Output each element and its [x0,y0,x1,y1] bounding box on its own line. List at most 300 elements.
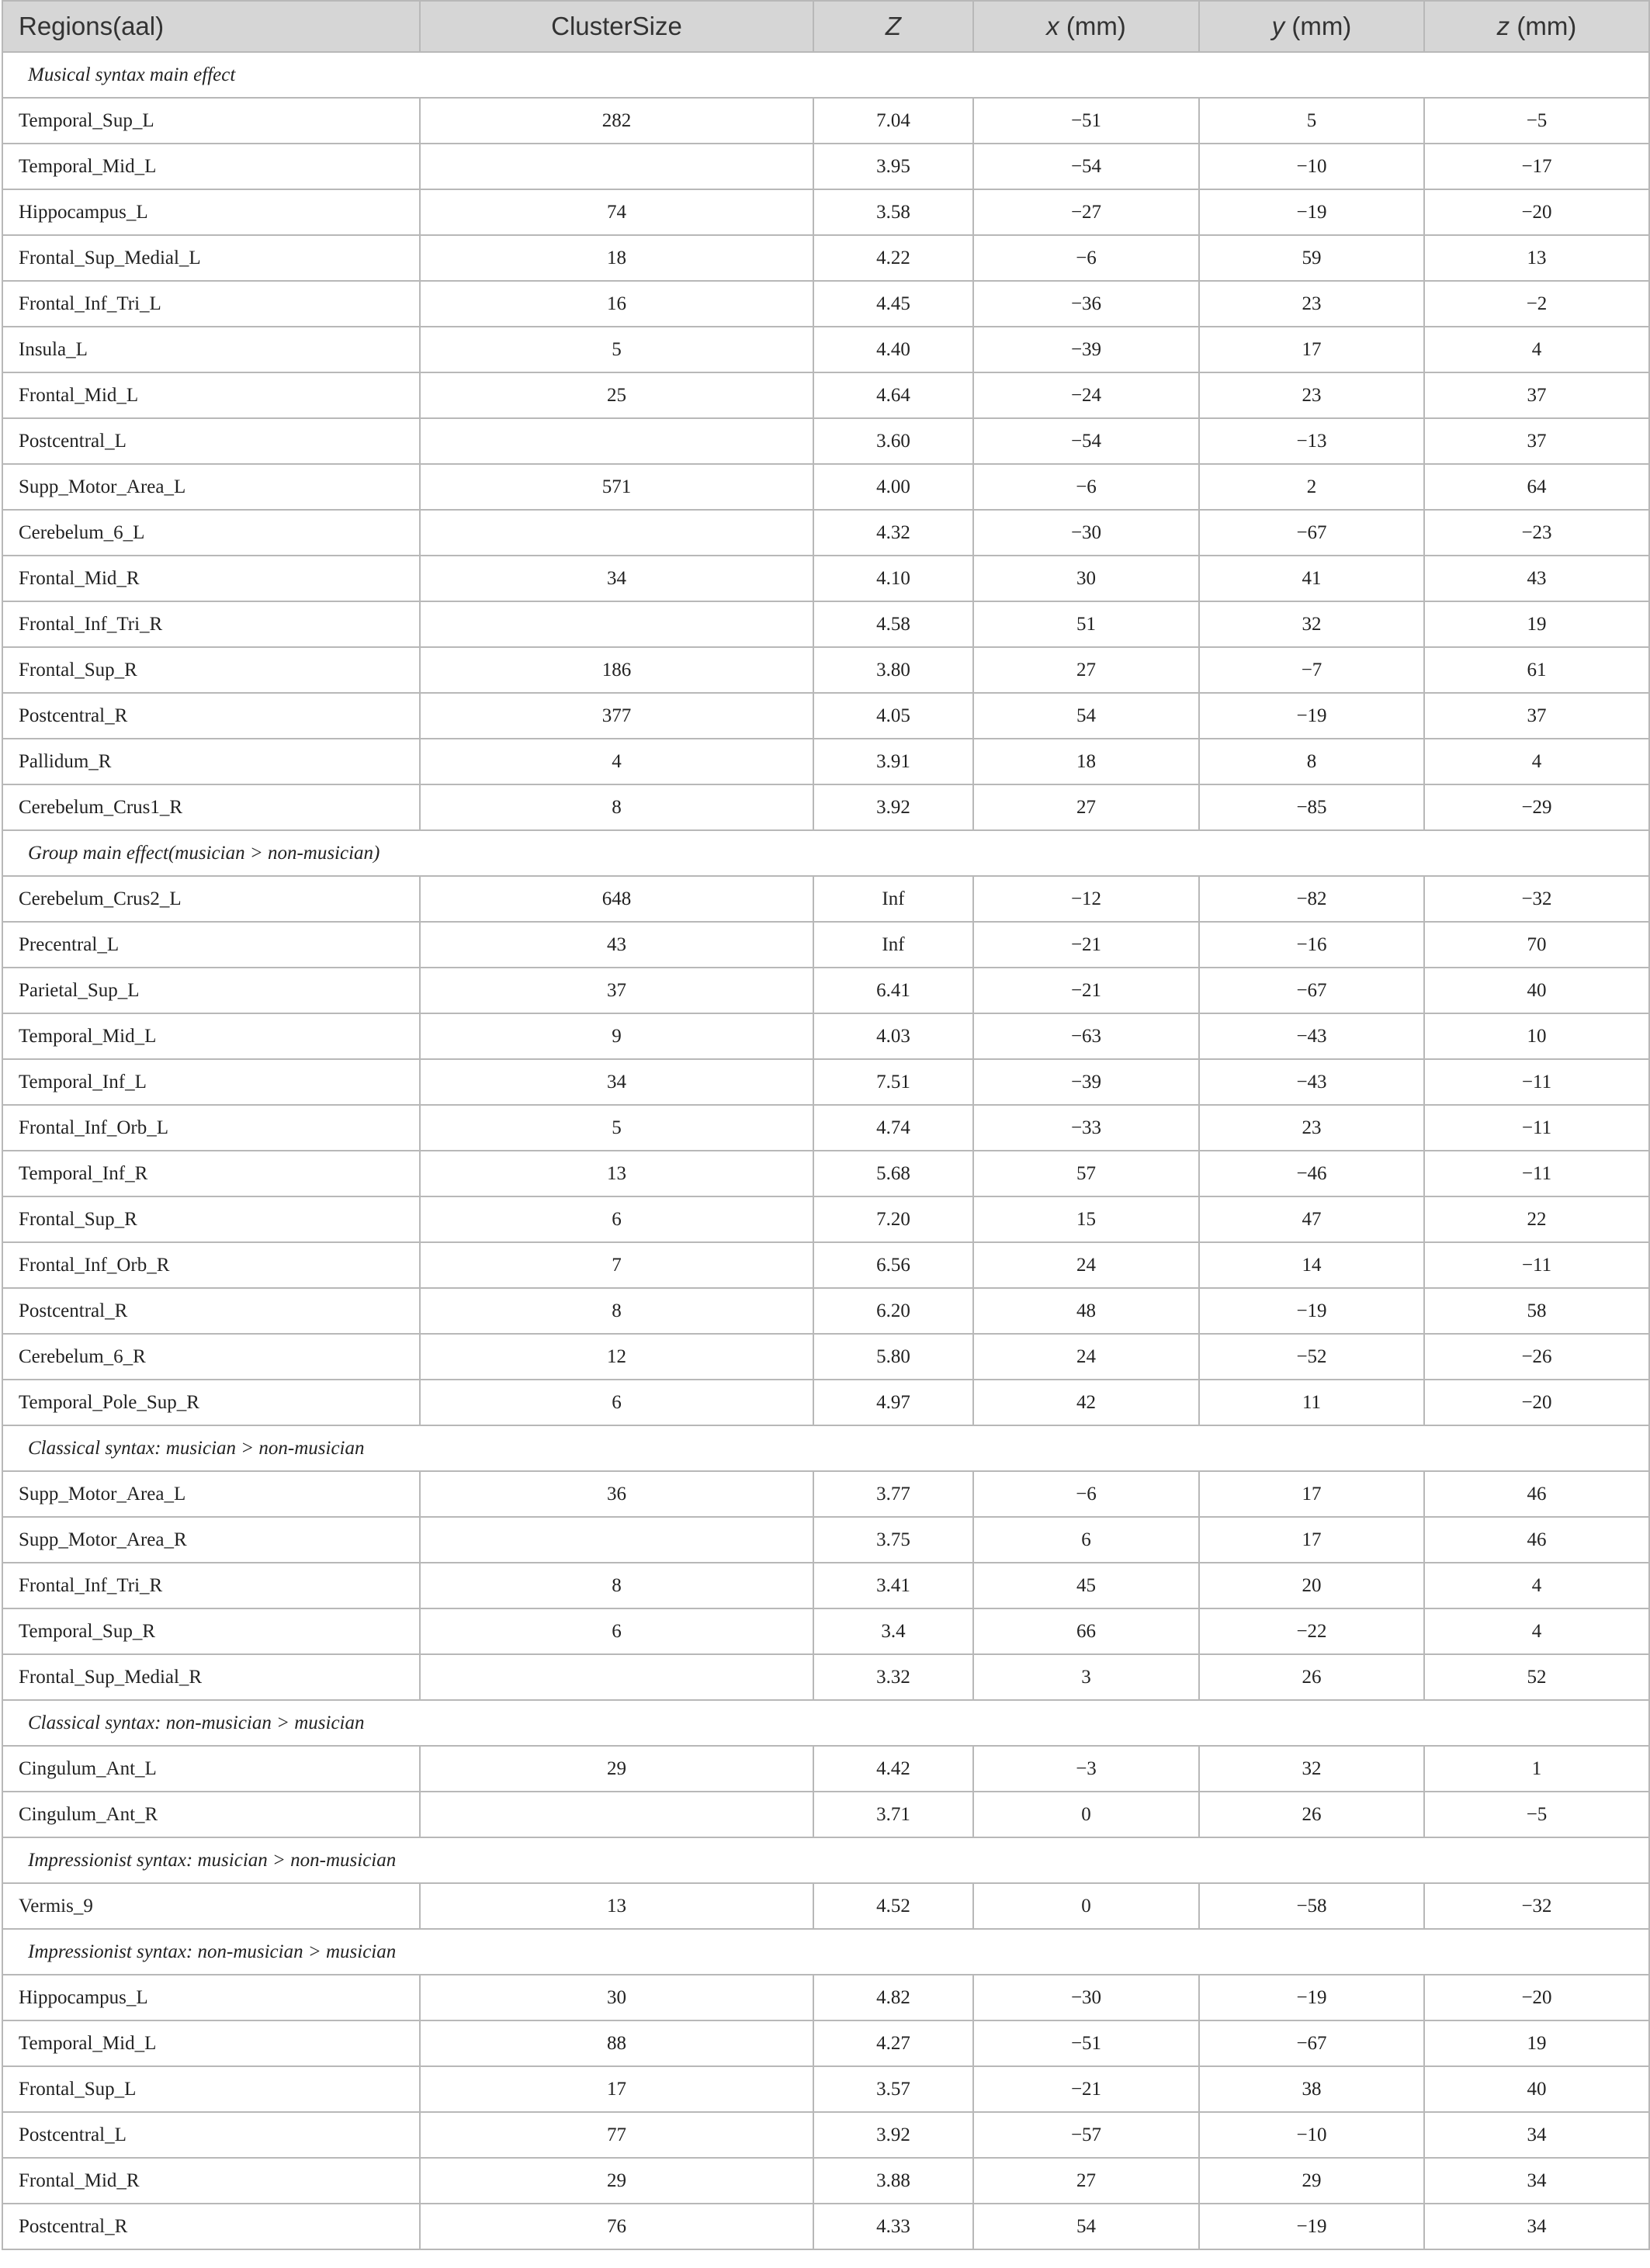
z-score-cell: 3.71 [813,1792,973,1837]
cluster-size-cell: 7 [420,1242,813,1288]
x-coordinate-cell: −54 [973,144,1199,189]
z-score-cell: 6.41 [813,968,973,1013]
table-row [2,2020,1649,2066]
region-cell: Cerebelum_Crus1_R [2,784,420,830]
z-coordinate-cell: 34 [1424,2158,1649,2204]
x-coordinate-cell: 24 [973,1242,1199,1288]
table-row [2,1608,1649,1654]
region-cell: Postcentral_L [2,2112,420,2158]
y-coordinate-cell: −67 [1199,2020,1424,2066]
z-score-cell: 7.51 [813,1059,973,1105]
cluster-size-cell: 36 [420,1471,813,1517]
x-coordinate-cell: −63 [973,1013,1199,1059]
header-suffix: (mm) [1284,12,1352,40]
table-row [2,1563,1649,1608]
z-coordinate-cell: 64 [1424,464,1649,510]
table-row [2,922,1649,968]
y-coordinate-cell: −22 [1199,1608,1424,1654]
y-coordinate-cell: 14 [1199,1242,1424,1288]
y-coordinate-cell: −10 [1199,144,1424,189]
z-coordinate-cell: 40 [1424,2066,1649,2112]
y-coordinate-cell: 11 [1199,1380,1424,1425]
z-coordinate-cell: −32 [1424,876,1649,922]
z-score-cell: 4.33 [813,2204,973,2249]
y-coordinate-cell: −82 [1199,876,1424,922]
z-score-cell: 6.20 [813,1288,973,1334]
x-coordinate-cell: −21 [973,2066,1199,2112]
cluster-size-cell: 8 [420,1288,813,1334]
table-row [2,1792,1649,1837]
region-cell: Frontal_Sup_R [2,647,420,693]
header-italic: Z [885,12,902,40]
z-score-cell: 3.57 [813,2066,973,2112]
y-coordinate-cell: 32 [1199,1746,1424,1792]
z-score-cell: 4.03 [813,1013,973,1059]
section-header-row [2,52,1649,98]
z-score-cell: 3.41 [813,1563,973,1608]
table-row [2,418,1649,464]
x-coordinate-cell: 15 [973,1196,1199,1242]
z-coordinate-cell: 22 [1424,1196,1649,1242]
y-coordinate-cell: −52 [1199,1334,1424,1380]
x-coordinate-cell: 54 [973,2204,1199,2249]
y-coordinate-cell: −19 [1199,2204,1424,2249]
region-cell: Insula_L [2,327,420,372]
table-row [2,647,1649,693]
header-suffix: (mm) [1510,12,1577,40]
z-score-cell: 4.74 [813,1105,973,1151]
z-coordinate-cell: −11 [1424,1059,1649,1105]
x-coordinate-cell: 27 [973,2158,1199,2204]
x-coordinate-cell: 57 [973,1151,1199,1196]
cluster-size-cell: 5 [420,1105,813,1151]
cluster-size-cell: 30 [420,1975,813,2020]
x-coordinate-cell: −39 [973,1059,1199,1105]
cluster-size-cell: 6 [420,1380,813,1425]
z-score-cell: Inf [813,876,973,922]
table-row [2,372,1649,418]
column-header-regions [2,1,420,52]
section-title: Impressionist syntax: non-musician > musician [2,1929,1649,1975]
z-coordinate-cell: −11 [1424,1242,1649,1288]
cluster-size-cell: 34 [420,1059,813,1105]
y-coordinate-cell: 41 [1199,556,1424,601]
y-coordinate-cell: −13 [1199,418,1424,464]
z-score-cell: 4.58 [813,601,973,647]
x-coordinate-cell: 54 [973,693,1199,739]
region-cell: Cingulum_Ant_L [2,1746,420,1792]
region-cell: Postcentral_R [2,1288,420,1334]
z-coordinate-cell: 13 [1424,235,1649,281]
region-cell: Supp_Motor_Area_L [2,464,420,510]
z-score-cell: 3.88 [813,2158,973,2204]
table-row [2,2204,1649,2249]
region-cell: Temporal_Inf_L [2,1059,420,1105]
table-row [2,1380,1649,1425]
cluster-size-cell: 4 [420,739,813,784]
table-row [2,1013,1649,1059]
z-coordinate-cell: 34 [1424,2112,1649,2158]
z-score-cell: 5.68 [813,1151,973,1196]
table-row [2,1105,1649,1151]
region-cell: Temporal_Pole_Sup_R [2,1380,420,1425]
cluster-size-cell: 6 [420,1608,813,1654]
column-header-x-mm [973,1,1199,52]
cluster-size-cell [420,418,813,464]
region-cell: Cerebelum_6_R [2,1334,420,1380]
z-coordinate-cell: −5 [1424,1792,1649,1837]
table-row [2,281,1649,327]
cluster-size-cell: 648 [420,876,813,922]
cluster-size-cell: 25 [420,372,813,418]
x-coordinate-cell: 27 [973,784,1199,830]
x-coordinate-cell: −51 [973,98,1199,144]
table-row [2,1471,1649,1517]
x-coordinate-cell: 3 [973,1654,1199,1700]
z-score-cell: 3.92 [813,2112,973,2158]
table-row [2,144,1649,189]
table-row [2,1151,1649,1196]
column-header-z-score [813,1,973,52]
table-row [2,235,1649,281]
y-coordinate-cell: 17 [1199,327,1424,372]
z-coordinate-cell: −11 [1424,1151,1649,1196]
z-coordinate-cell: −17 [1424,144,1649,189]
x-coordinate-cell: 27 [973,647,1199,693]
z-score-cell: 3.32 [813,1654,973,1700]
x-coordinate-cell: 30 [973,556,1199,601]
y-coordinate-cell: 59 [1199,235,1424,281]
x-coordinate-cell: −30 [973,1975,1199,2020]
table-row [2,968,1649,1013]
table-row [2,1517,1649,1563]
y-coordinate-cell: −19 [1199,189,1424,235]
section-title: Impressionist syntax: musician > non-musician [2,1837,1649,1883]
cluster-size-cell [420,144,813,189]
x-coordinate-cell: −3 [973,1746,1199,1792]
z-coordinate-cell: 46 [1424,1471,1649,1517]
z-score-cell: 4.82 [813,1975,973,2020]
cluster-size-cell: 77 [420,2112,813,2158]
z-score-cell: 4.05 [813,693,973,739]
z-score-cell: Inf [813,922,973,968]
cluster-size-cell [420,1792,813,1837]
table-row [2,2066,1649,2112]
column-header-y-mm [1199,1,1424,52]
region-cell: Vermis_9 [2,1883,420,1929]
table-row [2,1288,1649,1334]
region-cell: Frontal_Inf_Tri_L [2,281,420,327]
z-score-cell: 4.32 [813,510,973,556]
region-cell: Frontal_Inf_Orb_R [2,1242,420,1288]
section-header-row [2,1929,1649,1975]
x-coordinate-cell: 24 [973,1334,1199,1380]
z-coordinate-cell: 4 [1424,1563,1649,1608]
y-coordinate-cell: −16 [1199,922,1424,968]
x-coordinate-cell: 0 [973,1883,1199,1929]
table-row [2,876,1649,922]
cluster-size-cell: 13 [420,1151,813,1196]
column-header-z-mm [1424,1,1649,52]
cluster-size-cell: 17 [420,2066,813,2112]
y-coordinate-cell: 17 [1199,1517,1424,1563]
header-italic: y [1271,12,1285,40]
z-coordinate-cell: −2 [1424,281,1649,327]
cluster-size-cell: 76 [420,2204,813,2249]
x-coordinate-cell: −6 [973,464,1199,510]
table-row [2,2158,1649,2204]
z-score-cell: 4.64 [813,372,973,418]
y-coordinate-cell: −43 [1199,1059,1424,1105]
cluster-size-cell: 29 [420,2158,813,2204]
z-score-cell: 4.22 [813,235,973,281]
z-coordinate-cell: 46 [1424,1517,1649,1563]
cluster-size-cell: 5 [420,327,813,372]
x-coordinate-cell: 0 [973,1792,1199,1837]
z-coordinate-cell: −20 [1424,189,1649,235]
z-coordinate-cell: 1 [1424,1746,1649,1792]
y-coordinate-cell: −85 [1199,784,1424,830]
section-header-row [2,1700,1649,1746]
z-score-cell: 3.60 [813,418,973,464]
y-coordinate-cell: −10 [1199,2112,1424,2158]
z-score-cell: 5.80 [813,1334,973,1380]
z-score-cell: 6.56 [813,1242,973,1288]
y-coordinate-cell: −19 [1199,1288,1424,1334]
header-label: ClusterSize [551,12,682,40]
cluster-size-cell: 9 [420,1013,813,1059]
table-row [2,1242,1649,1288]
z-coordinate-cell: 37 [1424,372,1649,418]
x-coordinate-cell: −51 [973,2020,1199,2066]
region-cell: Hippocampus_L [2,189,420,235]
header-italic: z [1496,12,1510,40]
z-score-cell: 3.75 [813,1517,973,1563]
cluster-size-cell: 12 [420,1334,813,1380]
z-coordinate-cell: 4 [1424,1608,1649,1654]
z-score-cell: 4.45 [813,281,973,327]
table-row [2,2112,1649,2158]
region-cell: Frontal_Mid_R [2,556,420,601]
y-coordinate-cell: −58 [1199,1883,1424,1929]
region-cell: Supp_Motor_Area_L [2,1471,420,1517]
column-header-cluster-size [420,1,813,52]
z-score-cell: 4.00 [813,464,973,510]
section-title: Musical syntax main effect [2,52,1649,98]
z-coordinate-cell: −29 [1424,784,1649,830]
region-cell: Frontal_Inf_Orb_L [2,1105,420,1151]
table-row [2,739,1649,784]
y-coordinate-cell: 23 [1199,372,1424,418]
z-score-cell: 4.40 [813,327,973,372]
y-coordinate-cell: −7 [1199,647,1424,693]
cluster-size-cell: 377 [420,693,813,739]
region-cell: Temporal_Sup_L [2,98,420,144]
region-cell: Cingulum_Ant_R [2,1792,420,1837]
table-row [2,464,1649,510]
cluster-size-cell: 13 [420,1883,813,1929]
cluster-size-cell [420,1654,813,1700]
table-row [2,1975,1649,2020]
z-coordinate-cell: −23 [1424,510,1649,556]
x-coordinate-cell: −6 [973,1471,1199,1517]
header-row [2,1,1649,52]
y-coordinate-cell: −43 [1199,1013,1424,1059]
y-coordinate-cell: 5 [1199,98,1424,144]
y-coordinate-cell: 38 [1199,2066,1424,2112]
z-score-cell: 7.04 [813,98,973,144]
z-coordinate-cell: 4 [1424,327,1649,372]
z-score-cell: 3.91 [813,739,973,784]
x-coordinate-cell: 48 [973,1288,1199,1334]
y-coordinate-cell: 26 [1199,1792,1424,1837]
cluster-size-cell: 18 [420,235,813,281]
section-title: Group main effect(musician > non-musician) [2,830,1649,876]
z-score-cell: 3.4 [813,1608,973,1654]
table-header [2,1,1649,52]
cluster-size-cell: 34 [420,556,813,601]
x-coordinate-cell: −36 [973,281,1199,327]
z-coordinate-cell: −20 [1424,1380,1649,1425]
z-score-cell: 3.92 [813,784,973,830]
table-row [2,1654,1649,1700]
cluster-size-cell: 186 [420,647,813,693]
x-coordinate-cell: −54 [973,418,1199,464]
y-coordinate-cell: 20 [1199,1563,1424,1608]
z-coordinate-cell: 19 [1424,2020,1649,2066]
y-coordinate-cell: 8 [1199,739,1424,784]
table-row [2,189,1649,235]
region-cell: Hippocampus_L [2,1975,420,2020]
region-cell: Temporal_Inf_R [2,1151,420,1196]
region-cell: Frontal_Sup_Medial_L [2,235,420,281]
y-coordinate-cell: 2 [1199,464,1424,510]
table-row [2,1196,1649,1242]
z-score-cell: 3.58 [813,189,973,235]
x-coordinate-cell: 45 [973,1563,1199,1608]
z-score-cell: 4.27 [813,2020,973,2066]
region-cell: Cerebelum_6_L [2,510,420,556]
cluster-size-cell [420,1517,813,1563]
region-cell: Frontal_Inf_Tri_R [2,1563,420,1608]
table-row [2,327,1649,372]
table-row [2,784,1649,830]
region-cell: Frontal_Sup_Medial_R [2,1654,420,1700]
z-coordinate-cell: −26 [1424,1334,1649,1380]
table-row [2,510,1649,556]
region-cell: Frontal_Mid_R [2,2158,420,2204]
cluster-size-cell [420,510,813,556]
section-header-row [2,1837,1649,1883]
z-coordinate-cell: 70 [1424,922,1649,968]
x-coordinate-cell: −6 [973,235,1199,281]
cluster-size-cell: 6 [420,1196,813,1242]
y-coordinate-cell: −67 [1199,968,1424,1013]
cluster-size-cell: 74 [420,189,813,235]
x-coordinate-cell: −33 [973,1105,1199,1151]
z-score-cell: 4.52 [813,1883,973,1929]
region-cell: Temporal_Sup_R [2,1608,420,1654]
y-coordinate-cell: 26 [1199,1654,1424,1700]
z-coordinate-cell: −11 [1424,1105,1649,1151]
y-coordinate-cell: 23 [1199,1105,1424,1151]
cluster-size-cell: 37 [420,968,813,1013]
x-coordinate-cell: 6 [973,1517,1199,1563]
z-score-cell: 4.97 [813,1380,973,1425]
cluster-size-cell: 29 [420,1746,813,1792]
x-coordinate-cell: −21 [973,922,1199,968]
region-cell: Postcentral_R [2,693,420,739]
z-coordinate-cell: 34 [1424,2204,1649,2249]
x-coordinate-cell: −30 [973,510,1199,556]
z-score-cell: 4.10 [813,556,973,601]
cluster-size-cell: 571 [420,464,813,510]
x-coordinate-cell: −21 [973,968,1199,1013]
cluster-size-cell: 282 [420,98,813,144]
cluster-size-cell: 8 [420,1563,813,1608]
y-coordinate-cell: −67 [1199,510,1424,556]
z-coordinate-cell: 37 [1424,418,1649,464]
table-row [2,1746,1649,1792]
region-cell: Temporal_Mid_L [2,1013,420,1059]
z-coordinate-cell: 10 [1424,1013,1649,1059]
region-cell: Precentral_L [2,922,420,968]
region-cell: Frontal_Sup_L [2,2066,420,2112]
section-title: Classical syntax: musician > non-musician [2,1425,1649,1471]
cluster-size-cell: 16 [420,281,813,327]
region-cell: Cerebelum_Crus2_L [2,876,420,922]
y-coordinate-cell: −46 [1199,1151,1424,1196]
table-row [2,98,1649,144]
z-score-cell: 4.42 [813,1746,973,1792]
y-coordinate-cell: 17 [1199,1471,1424,1517]
section-title: Classical syntax: non-musician > musician [2,1700,1649,1746]
z-score-cell: 3.77 [813,1471,973,1517]
z-coordinate-cell: 43 [1424,556,1649,601]
region-cell: Supp_Motor_Area_R [2,1517,420,1563]
header-label: Regions(aal) [19,12,165,40]
z-coordinate-cell: −5 [1424,98,1649,144]
region-cell: Postcentral_R [2,2204,420,2249]
cluster-size-cell: 43 [420,922,813,968]
z-coordinate-cell: 19 [1424,601,1649,647]
table-body [2,52,1649,2249]
z-coordinate-cell: 58 [1424,1288,1649,1334]
region-cell: Parietal_Sup_L [2,968,420,1013]
section-header-row [2,830,1649,876]
region-cell: Frontal_Sup_R [2,1196,420,1242]
x-coordinate-cell: 18 [973,739,1199,784]
y-coordinate-cell: 47 [1199,1196,1424,1242]
region-cell: Postcentral_L [2,418,420,464]
x-coordinate-cell: 51 [973,601,1199,647]
x-coordinate-cell: −24 [973,372,1199,418]
z-coordinate-cell: 37 [1424,693,1649,739]
x-coordinate-cell: −27 [973,189,1199,235]
z-score-cell: 3.80 [813,647,973,693]
z-coordinate-cell: −32 [1424,1883,1649,1929]
table-row [2,1059,1649,1105]
cluster-size-cell: 8 [420,784,813,830]
y-coordinate-cell: −19 [1199,1975,1424,2020]
table-row [2,693,1649,739]
table-row [2,556,1649,601]
x-coordinate-cell: −39 [973,327,1199,372]
region-cell: Temporal_Mid_L [2,144,420,189]
section-header-row [2,1425,1649,1471]
y-coordinate-cell: 29 [1199,2158,1424,2204]
y-coordinate-cell: 32 [1199,601,1424,647]
